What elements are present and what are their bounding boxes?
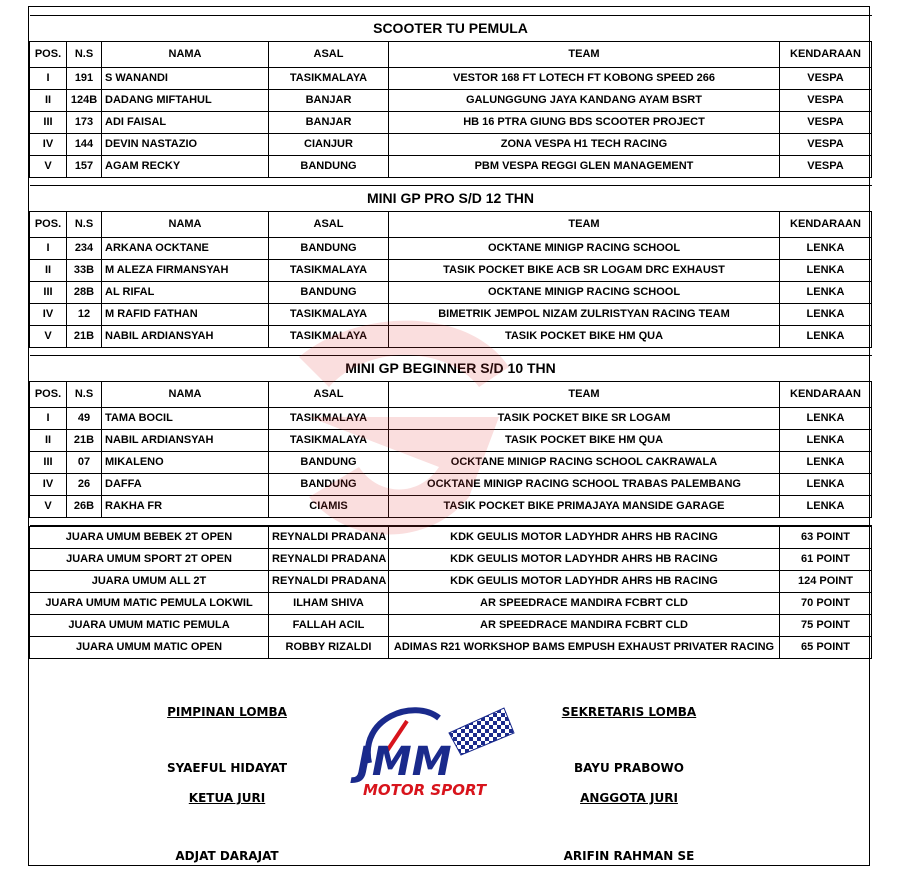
asal: BANJAR — [269, 89, 389, 111]
team: VESTOR 168 FT LOTECH FT KOBONG SPEED 266 — [389, 67, 780, 89]
team: TASIK POCKET BIKE ACB SR LOGAM DRC EXHAUST — [389, 259, 780, 281]
ns: 21B — [67, 429, 102, 451]
champion-name: FALLAH ACIL — [269, 614, 389, 636]
team: TASIK POCKET BIKE PRIMAJAYA MANSIDE GARAGE — [389, 495, 780, 517]
pimpinan-title: PIMPINAN LOMBA — [167, 705, 287, 719]
logo-main-text: JMM — [357, 739, 452, 785]
asal: TASIKMALAYA — [269, 67, 389, 89]
sekretaris-name: BAYU PRABOWO — [573, 761, 684, 775]
ketua-juri-title: KETUA JURI — [188, 791, 266, 805]
team: BIMETRIK JEMPOL NIZAM ZULRISTYAN RACING TEAM — [389, 303, 780, 325]
kendaraan: VESPA — [780, 133, 872, 155]
champion-row — [30, 614, 872, 636]
champion-name: ILHAM SHIVA — [269, 592, 389, 614]
champion-team: KDK GEULIS MOTOR LADYHDR AHRS HB RACING — [389, 548, 780, 570]
pos: I — [30, 67, 67, 89]
champion-title: JUARA UMUM MATIC PEMULA LOKWIL — [30, 592, 269, 614]
ns: 12 — [67, 303, 102, 325]
nama: M ALEZA FIRMANSYAH — [102, 259, 269, 281]
nama: AGAM RECKY — [102, 155, 269, 177]
col-asal: ASAL — [269, 41, 389, 67]
team: ZONA VESPA H1 TECH RACING — [389, 133, 780, 155]
table-row — [30, 111, 872, 133]
champion-team: KDK GEULIS MOTOR LADYHDR AHRS HB RACING — [389, 570, 780, 592]
champion-points: 70 POINT — [780, 592, 872, 614]
nama: MIKALENO — [102, 451, 269, 473]
nama: S WANANDI — [102, 67, 269, 89]
col-asal: ASAL — [269, 211, 389, 237]
asal: TASIKMALAYA — [269, 259, 389, 281]
asal: BANDUNG — [269, 281, 389, 303]
team: OCKTANE MINIGP RACING SCHOOL TRABAS PALEMBANG — [389, 473, 780, 495]
table-header — [30, 211, 872, 237]
pos: I — [30, 407, 67, 429]
ns: 173 — [67, 111, 102, 133]
kendaraan: VESPA — [780, 89, 872, 111]
nama: ARKANA OCKTANE — [102, 237, 269, 259]
nama: DEVIN NASTAZIO — [102, 133, 269, 155]
sekretaris-title: SEKRETARIS LOMBA — [561, 705, 697, 719]
table-header — [30, 41, 872, 67]
col-pos: POS. — [30, 41, 67, 67]
table-row — [30, 303, 872, 325]
champion-team: KDK GEULIS MOTOR LADYHDR AHRS HB RACING — [389, 526, 780, 548]
col-team: TEAM — [389, 211, 780, 237]
asal: BANDUNG — [269, 451, 389, 473]
asal: TASIKMALAYA — [269, 407, 389, 429]
section-title: MINI GP BEGINNER S/D 10 THN — [30, 355, 872, 381]
champions-table — [29, 526, 872, 659]
col-pos: POS. — [30, 211, 67, 237]
anggota-juri-title: ANGGOTA JURI — [580, 791, 678, 805]
champion-title: JUARA UMUM SPORT 2T OPEN — [30, 548, 269, 570]
kendaraan: LENKA — [780, 281, 872, 303]
ns: 21B — [67, 325, 102, 347]
team: PBM VESPA REGGI GLEN MANAGEMENT — [389, 155, 780, 177]
asal: BANDUNG — [269, 237, 389, 259]
champion-title: JUARA UMUM MATIC OPEN — [30, 636, 269, 658]
ns: 49 — [67, 407, 102, 429]
jmm-motorsport-logo — [329, 693, 529, 803]
table-row — [30, 281, 872, 303]
section-title: MINI GP PRO S/D 12 THN — [30, 185, 872, 211]
pos: II — [30, 89, 67, 111]
table-row — [30, 133, 872, 155]
kendaraan: LENKA — [780, 429, 872, 451]
col-nama: NAMA — [102, 381, 269, 407]
team: TASIK POCKET BIKE HM QUA — [389, 325, 780, 347]
ns: 157 — [67, 155, 102, 177]
table-row — [30, 259, 872, 281]
asal: TASIKMALAYA — [269, 429, 389, 451]
ns: 07 — [67, 451, 102, 473]
team: OCKTANE MINIGP RACING SCHOOL — [389, 237, 780, 259]
section-title: SCOOTER TU PEMULA — [30, 15, 872, 41]
asal: TASIKMALAYA — [269, 303, 389, 325]
champion-title: JUARA UMUM BEBEK 2T OPEN — [30, 526, 269, 548]
pos: V — [30, 325, 67, 347]
champion-row — [30, 548, 872, 570]
champion-name: REYNALDI PRADANA — [269, 526, 389, 548]
team: TASIK POCKET BIKE HM QUA — [389, 429, 780, 451]
asal: BANDUNG — [269, 473, 389, 495]
col-kendaraan: KENDARAAN — [780, 41, 872, 67]
kendaraan: LENKA — [780, 495, 872, 517]
pos: IV — [30, 303, 67, 325]
champion-points: 65 POINT — [780, 636, 872, 658]
team: TASIK POCKET BIKE SR LOGAM — [389, 407, 780, 429]
col-ns: N.S — [67, 211, 102, 237]
pimpinan-name: SYAEFUL HIDAYAT — [166, 761, 288, 775]
col-nama: NAMA — [102, 41, 269, 67]
nama: DADANG MIFTAHUL — [102, 89, 269, 111]
champion-row — [30, 526, 872, 548]
asal: BANDUNG — [269, 155, 389, 177]
table-row — [30, 451, 872, 473]
champion-points: 63 POINT — [780, 526, 872, 548]
kendaraan: LENKA — [780, 303, 872, 325]
ns: 26B — [67, 495, 102, 517]
nama: AL RIFAL — [102, 281, 269, 303]
champion-points: 124 POINT — [780, 570, 872, 592]
champion-name: REYNALDI PRADANA — [269, 548, 389, 570]
pos: V — [30, 155, 67, 177]
team: GALUNGGUNG JAYA KANDANG AYAM BSRT — [389, 89, 780, 111]
ns: 33B — [67, 259, 102, 281]
col-kendaraan: KENDARAAN — [780, 381, 872, 407]
table-row — [30, 429, 872, 451]
col-ns: N.S — [67, 41, 102, 67]
nama: NABIL ARDIANSYAH — [102, 325, 269, 347]
pos: III — [30, 451, 67, 473]
champion-row — [30, 636, 872, 658]
kendaraan: LENKA — [780, 237, 872, 259]
ns: 144 — [67, 133, 102, 155]
col-asal: ASAL — [269, 381, 389, 407]
ns: 191 — [67, 67, 102, 89]
team: OCKTANE MINIGP RACING SCHOOL — [389, 281, 780, 303]
ns: 26 — [67, 473, 102, 495]
asal: CIAMIS — [269, 495, 389, 517]
pos: III — [30, 111, 67, 133]
table-row — [30, 407, 872, 429]
pos: IV — [30, 133, 67, 155]
pos: IV — [30, 473, 67, 495]
nama: DAFFA — [102, 473, 269, 495]
col-pos: POS. — [30, 381, 67, 407]
asal: BANJAR — [269, 111, 389, 133]
anggota-juri-name: ARIFIN RAHMAN SE — [563, 849, 695, 863]
champion-row — [30, 570, 872, 592]
results-sheet — [28, 6, 870, 866]
pos: III — [30, 281, 67, 303]
champion-team: AR SPEEDRACE MANDIRA FCBRT CLD — [389, 592, 780, 614]
champion-points: 75 POINT — [780, 614, 872, 636]
champion-team: AR SPEEDRACE MANDIRA FCBRT CLD — [389, 614, 780, 636]
team: HB 16 PTRA GIUNG BDS SCOOTER PROJECT — [389, 111, 780, 133]
table-header — [30, 381, 872, 407]
kendaraan: VESPA — [780, 111, 872, 133]
kendaraan: LENKA — [780, 473, 872, 495]
table-row — [30, 67, 872, 89]
ketua-juri-name: ADJAT DARAJAT — [175, 849, 279, 863]
col-team: TEAM — [389, 381, 780, 407]
pos: I — [30, 237, 67, 259]
logo-sub-text: MOTOR SPORT — [363, 781, 487, 799]
champion-name: REYNALDI PRADANA — [269, 570, 389, 592]
table-row — [30, 89, 872, 111]
pos: V — [30, 495, 67, 517]
champion-title: JUARA UMUM ALL 2T — [30, 570, 269, 592]
asal: TASIKMALAYA — [269, 325, 389, 347]
table-row — [30, 473, 872, 495]
ns: 234 — [67, 237, 102, 259]
col-team: TEAM — [389, 41, 780, 67]
champion-row — [30, 592, 872, 614]
team: OCKTANE MINIGP RACING SCHOOL CAKRAWALA — [389, 451, 780, 473]
signature-area — [29, 673, 871, 867]
col-nama: NAMA — [102, 211, 269, 237]
table-row — [30, 237, 872, 259]
kendaraan: VESPA — [780, 67, 872, 89]
kendaraan: LENKA — [780, 407, 872, 429]
champion-team: ADIMAS R21 WORKSHOP BAMS EMPUSH EXHAUST PRIVATER RACING — [389, 636, 780, 658]
table-row — [30, 495, 872, 517]
ns: 28B — [67, 281, 102, 303]
asal: CIANJUR — [269, 133, 389, 155]
pos: II — [30, 429, 67, 451]
table-row — [30, 155, 872, 177]
kendaraan: LENKA — [780, 451, 872, 473]
ns: 124B — [67, 89, 102, 111]
col-ns: N.S — [67, 381, 102, 407]
nama: ADI FAISAL — [102, 111, 269, 133]
nama: TAMA BOCIL — [102, 407, 269, 429]
kendaraan: LENKA — [780, 259, 872, 281]
champion-name: ROBBY RIZALDI — [269, 636, 389, 658]
nama: M RAFID FATHAN — [102, 303, 269, 325]
results-table — [29, 7, 872, 526]
pos: II — [30, 259, 67, 281]
nama: RAKHA FR — [102, 495, 269, 517]
kendaraan: VESPA — [780, 155, 872, 177]
kendaraan: LENKA — [780, 325, 872, 347]
nama: NABIL ARDIANSYAH — [102, 429, 269, 451]
champion-title: JUARA UMUM MATIC PEMULA — [30, 614, 269, 636]
table-row — [30, 325, 872, 347]
col-kendaraan: KENDARAAN — [780, 211, 872, 237]
champion-points: 61 POINT — [780, 548, 872, 570]
